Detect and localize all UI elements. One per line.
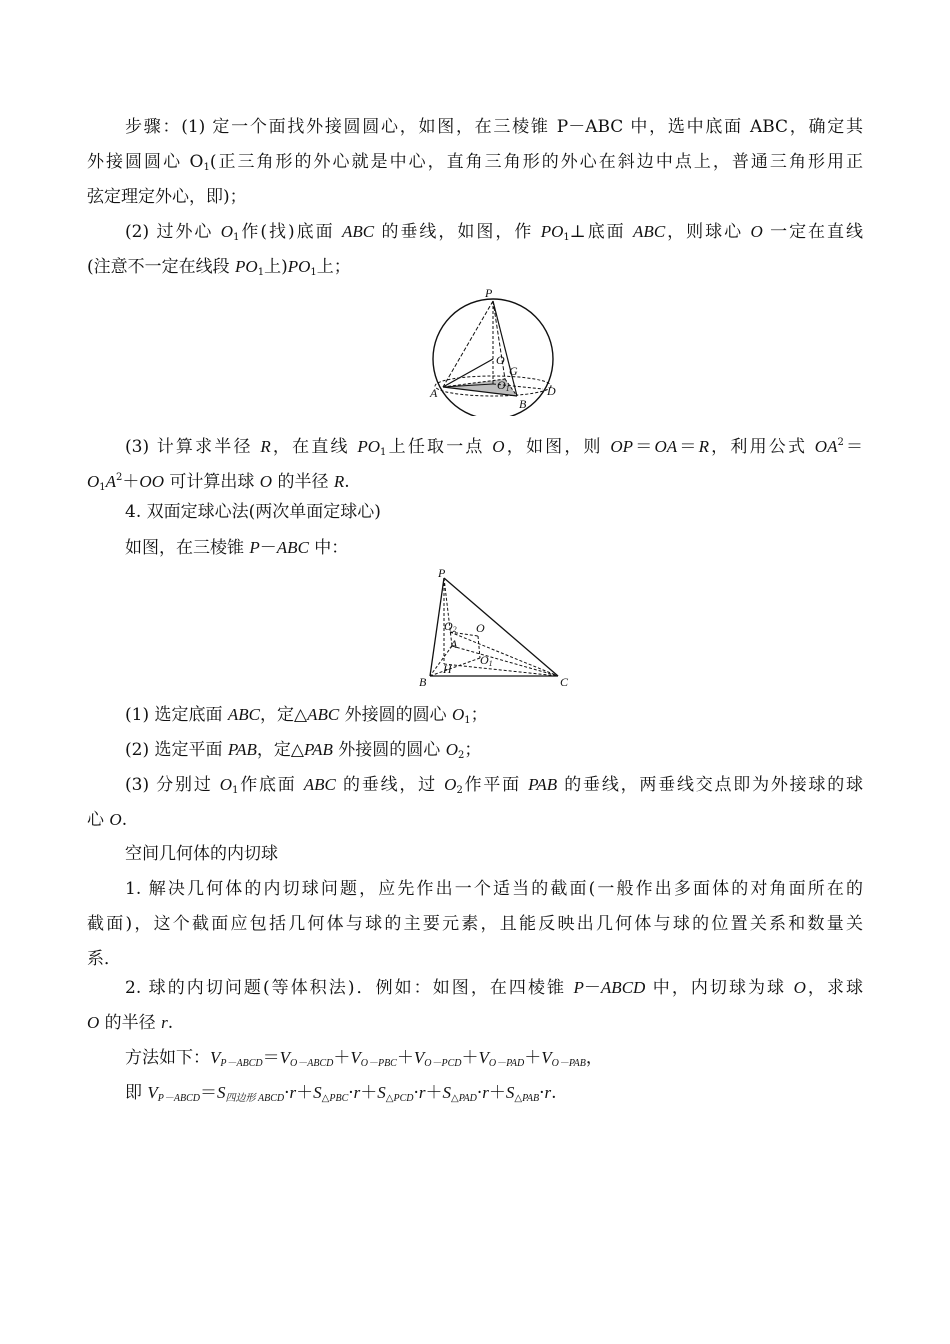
label-B: B xyxy=(419,675,427,689)
edge-PA xyxy=(443,301,493,387)
label-A: A xyxy=(430,386,438,400)
label-B: B xyxy=(519,397,527,411)
pyramid-diagram xyxy=(410,566,580,692)
label-P: P xyxy=(485,286,493,300)
segment-O1B xyxy=(430,658,480,676)
label-O2: O2 xyxy=(444,619,457,634)
label-O1: O1 xyxy=(480,653,493,668)
step-select-base: (1) 选定底面 ABC，定△ABC 外接圆的圆心 $O_1$； xyxy=(125,705,488,726)
step-select-plane: (2) 选定平面 PAB，定△PAB 外接圆的圆心 $O_2$； xyxy=(125,740,482,761)
label-O1: O1 xyxy=(497,378,510,393)
figure-pyramid-two-centers xyxy=(410,566,580,692)
section-heading-inscribed-sphere: 空间几何体的内切球 xyxy=(125,844,278,864)
step2-line1: (2) 过外心 $O_1$作(找)底面 ABC 的垂线，如图，作 $PO_1\perp$底面 ABC，则球心 O 一定在直线 xyxy=(125,222,864,243)
area-radius-equation: 即 $V_{P-ABCD}=S_{四边形 ABCD}\cdot r+S_{\triangle PBC}\cdot r+S_{\triangle PCD}\cdot r+S_{\triangle PAD}\cdot r+S_{\triangle PAB}\cdot r$. xyxy=(125,1083,557,1104)
step2-line2: (注意不一定在线段 $PO_1$上)$PO_1$上； xyxy=(87,257,351,278)
sphere-diagram xyxy=(425,284,565,416)
step-perpendiculars-line2: 心 O. xyxy=(87,810,128,830)
inscribed-point1-line2: 截面)，这个截面应包括几何体与球的主要元素，且能反映出几何体与球的位置关系和数量关 xyxy=(87,914,863,934)
label-P: P xyxy=(438,566,446,580)
label-C: C xyxy=(560,675,569,689)
inscribed-point1-line3: 系． xyxy=(87,949,121,969)
label-O: O xyxy=(476,621,485,635)
step1-line2: 外接圆圆心 $O_1$(正三角形的外心就是中心，直角三角形的外心在斜边中点上，普通三角形用正 xyxy=(87,152,863,173)
segment-O2C xyxy=(450,632,558,676)
figure-sphere-pyramid xyxy=(425,284,565,416)
step1-line1: 步骤：(1) 定一个面找外接圆圆心，如图，在三棱锥 P－ABC 中，选中底面 ABC，确定其 xyxy=(125,117,863,137)
method4-intro: 如图，在三棱锥 P－ABC 中： xyxy=(125,538,349,558)
step-perpendiculars-line1: (3) 分别过 $O_1$作底面 ABC 的垂线，过 $O_2$作平面 PAB 的垂线，两垂线交点即为外接球的球 xyxy=(125,775,863,796)
step1-line3: 弦定理定外心，即)； xyxy=(87,187,247,207)
edge-PC xyxy=(444,578,558,676)
volume-equation: 方法如下：$V_{P-ABCD}=V_{O-ABCD}+V_{O-PBC}+V_{O-PCD}+V_{O-PAD}+V_{O-PAB}$， xyxy=(125,1048,603,1069)
edge-PA xyxy=(444,578,452,646)
label-D: D xyxy=(547,384,556,398)
label-G: G xyxy=(509,364,518,378)
step3-line1: (3) 计算求半径 R，在直线 $PO_1$上任取一点 O，如图，则 OP＝OA＝R，利用公式 $OA^2=$ xyxy=(125,437,864,458)
inscribed-point1-line1: 1. 解决几何体的内切球问题，应先作出一个适当的截面(一般作出多面体的对角面所在的 xyxy=(125,879,863,899)
inscribed-point2-line1: 2. 球的内切问题(等体积法)．例如：如图，在四棱锥 P－ABCD 中，内切球为球 O，求球 xyxy=(125,978,864,998)
inscribed-point2-line2: O 的半径 r. xyxy=(87,1013,174,1033)
step3-line2: $O_1A^2+OO$ 可计算出球 O 的半径 R. xyxy=(87,472,350,493)
label-A: A xyxy=(450,637,458,651)
edge-AC xyxy=(452,646,558,676)
label-H: H xyxy=(443,662,452,676)
segment-HC xyxy=(444,664,558,676)
method4-title: 4. 双面定球心法(两次单面定球心) xyxy=(125,502,381,522)
edge-PB xyxy=(430,578,444,676)
label-O: O xyxy=(496,353,505,367)
